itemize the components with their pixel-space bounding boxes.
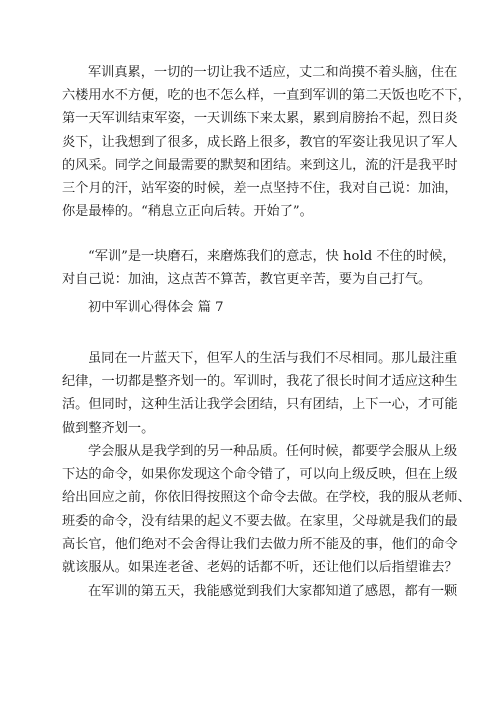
text-line: 活。但同时，这种生活让我学会团结，只有团结，上下一心，才可能 — [62, 397, 458, 413]
text-line: “军训”是一块磨石，来磨炼我们的意志，快 hold 不住的时候， — [88, 249, 456, 264]
text-line: 班委的命令，没有结果的起义不要去做。在家里，父母就是我们的最 — [62, 513, 458, 529]
text-line: 六楼用水不方便，吃的也不怎么样，一直到军训的第二天饭也吃不下， — [62, 88, 471, 104]
text-line: 在军训的第五天，我能感觉到我们大家都知道了感恩，都有一颗 — [88, 584, 458, 599]
text-line: 第一天军训结束军姿，一天训练下来太累，累到肩膀抬不起，烈日炎 — [62, 111, 458, 127]
text-line: 高长官，他们绝对不会舍得让我们去做力所不能及的事，他们的命令 — [62, 536, 458, 552]
text-line: 纪律，一切都是整齐划一的。军训时，我花了很长时间才适应这种生 — [62, 374, 458, 390]
text-line: 下达的命令，如果你发现这个命令错了，可以向上级反映，但在上级 — [62, 467, 458, 483]
paragraph-1 — [62, 61, 471, 223]
text-line: 炎下，让我想到了很多，成长路上很多，教官的军姿让我见识了军人 — [62, 134, 458, 150]
text-line: 三个月的汗，站军姿的时候，差一点坚持不住，我对自己说：加油， — [62, 180, 458, 196]
paragraph-4 — [62, 440, 471, 579]
text-line: 军训真累，一切的一切让我不适应，丈二和尚摸不着头脑，住在 — [88, 65, 458, 80]
paragraph-3 — [62, 347, 458, 440]
text-line: 做到整齐划一。 — [62, 420, 155, 436]
text-line: 你是最棒的。“稍息立正向后转。开始了”。 — [62, 204, 313, 220]
section-heading: 初中军训心得体会 篇 7 — [88, 300, 224, 315]
paragraph-5 — [62, 580, 458, 603]
paragraph-2 — [62, 245, 456, 291]
text-line: 对自己说：加油，这点苦不算苦，教官更辛苦，要为自己打气。 — [62, 272, 432, 288]
text-line: 学会服从是我学到的另一种品质。任何时候，都要学会服从上级 — [88, 444, 458, 459]
text-line: 给出回应之前，你依旧得按照这个命令去做。在学校，我的服从老师、 — [62, 490, 471, 506]
text-line: 虽同在一片蓝天下，但军人的生活与我们不尽相同。那儿最注重 — [88, 351, 458, 366]
text-line: 的风采。同学之间最需要的默契和团结。来到这儿，流的汗是我平时 — [62, 157, 458, 173]
text-line: 就该服从。如果连老爸、老妈的话都不听，还让他们以后指望谁去？ — [62, 559, 458, 575]
